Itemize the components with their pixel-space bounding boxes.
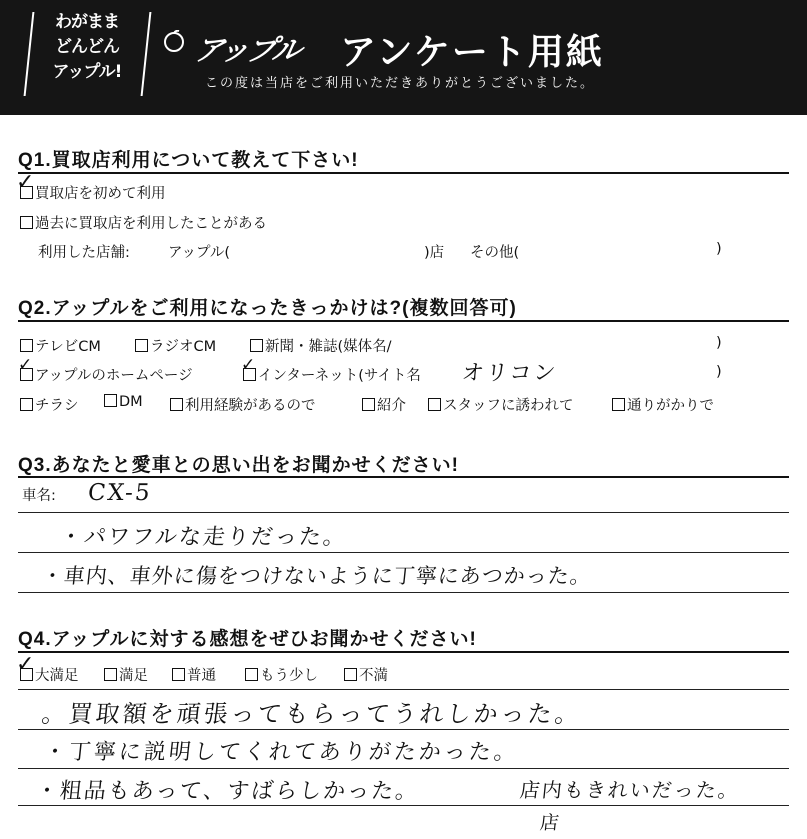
q4-option-satisfied[interactable]	[104, 664, 148, 685]
handwritten-site-name: オリコン	[460, 361, 559, 386]
option-label: 普通	[187, 668, 216, 684]
q4-line-3	[18, 768, 789, 769]
brand-logo-text: アップル	[191, 33, 303, 67]
option-label: 買取店を初めて利用	[35, 186, 166, 202]
checkbox[interactable]	[428, 398, 441, 411]
q4-rule	[18, 651, 789, 653]
handwritten-insert-mark: 店	[538, 812, 563, 834]
q4-line-2	[18, 729, 789, 730]
handwritten-comment-line: ・丁寧に説明してくれてありがたかった。	[42, 740, 521, 765]
q1-title: Q1.買取店利用について教えて下さい!	[18, 150, 359, 171]
q1-store-other: その他(	[470, 245, 520, 261]
q2-option-experience[interactable]	[170, 394, 316, 415]
option-label: インターネット(サイト名	[258, 368, 421, 384]
q1-store-label: 利用した店舗:	[38, 245, 130, 261]
checkbox[interactable]	[612, 398, 625, 411]
option-label: 大満足	[35, 668, 79, 684]
option-label: 利用経験があるので	[185, 398, 316, 414]
header-banner	[0, 0, 807, 115]
apple-logo-icon	[162, 30, 186, 52]
checkbox[interactable]	[245, 668, 258, 681]
q2-option-newspaper[interactable]	[250, 335, 392, 356]
q4-option-dissatisfied[interactable]	[344, 664, 388, 685]
q2-title: Q2.アップルをご利用になったきっかけは?(複数回答可)	[18, 298, 517, 319]
q3-line-3	[18, 592, 789, 593]
option-label: DM	[119, 394, 143, 410]
page-title: アンケート用紙	[340, 32, 604, 73]
option-label: 不満	[359, 668, 388, 684]
check-mark-icon: ✓	[16, 170, 35, 195]
q2-option-dm[interactable]	[104, 394, 143, 410]
checkbox[interactable]	[20, 339, 33, 352]
checkbox[interactable]	[20, 398, 33, 411]
handwritten-comment-line: 店内もきれいだった。	[518, 778, 742, 802]
q2-option-flyer[interactable]	[20, 394, 79, 415]
check-mark-icon: ✓	[16, 652, 35, 677]
option-label: チラシ	[35, 398, 79, 414]
handwritten-comment-line: 。買取額を頑張ってもらってうれしかった。	[40, 700, 584, 728]
q4-title: Q4.アップルに対する感想をぜひお聞かせください!	[18, 629, 477, 650]
car-name-label: 車名:	[22, 488, 56, 504]
q2-option-passing-by[interactable]	[612, 394, 714, 415]
option-label: テレビCM	[35, 339, 101, 355]
option-label: もう少し	[260, 668, 318, 684]
checkbox[interactable]	[172, 668, 185, 681]
checkbox[interactable]	[250, 339, 263, 352]
q1-option-first-time[interactable]	[20, 182, 166, 203]
check-mark-icon: ✓	[241, 355, 256, 375]
q2-option-homepage[interactable]	[20, 364, 193, 385]
option-label: 満足	[119, 668, 148, 684]
option-label: 通りがかりで	[627, 398, 714, 414]
checkbox[interactable]	[104, 394, 117, 407]
checkbox[interactable]	[20, 216, 33, 229]
handwritten-comment-line: ・粗品もあって、すばらしかった。	[34, 779, 421, 804]
q2-option-referral[interactable]	[362, 394, 406, 415]
q4-option-normal[interactable]	[172, 664, 216, 685]
q2-rule	[18, 320, 789, 322]
q3-line-2	[18, 552, 789, 553]
handwritten-car-name: CX-5	[86, 480, 153, 506]
q2-option-radio[interactable]	[135, 335, 216, 356]
q2-row1-close: )	[716, 335, 722, 351]
option-label: 過去に買取店を利用したことがある	[35, 216, 267, 232]
check-mark-icon: ✓	[18, 355, 33, 375]
q1-option-used-before[interactable]	[20, 212, 267, 233]
q1-store-close: )	[716, 241, 722, 257]
q1-store-apple: アップル(	[168, 245, 231, 261]
q3-line-1	[18, 512, 789, 513]
option-label: ラジオCM	[150, 339, 217, 355]
page-subtitle: この度は当店をご利用いただきありがとうございました。	[205, 76, 596, 91]
checkbox[interactable]	[135, 339, 148, 352]
q3-title: Q3.あなたと愛車との思い出をお聞かせください!	[18, 455, 459, 476]
option-label: スタッフに誘われて	[443, 398, 574, 414]
q4-line-1	[18, 689, 789, 690]
q1-rule	[18, 172, 789, 174]
checkbox[interactable]	[170, 398, 183, 411]
q1-store-suffix: )店	[424, 245, 445, 261]
checkbox[interactable]	[104, 668, 117, 681]
option-label: アップルのホームページ	[35, 368, 193, 384]
option-label: 紹介	[377, 398, 406, 414]
handwritten-memory-line: ・車内、車外に傷をつけないように丁寧にあつかった。	[40, 564, 594, 588]
q2-option-staff[interactable]	[428, 394, 574, 415]
q3-rule	[18, 476, 789, 478]
checkbox[interactable]	[362, 398, 375, 411]
option-label: 新聞・雑誌(媒体名/	[265, 339, 392, 355]
q2-row2-close: )	[716, 364, 722, 380]
checkbox[interactable]	[344, 668, 357, 681]
q2-option-internet[interactable]	[243, 364, 421, 385]
q4-option-a-little-more[interactable]	[245, 664, 318, 685]
q2-option-tv[interactable]	[20, 335, 101, 356]
q4-line-4	[18, 805, 789, 806]
handwritten-memory-line: ・パワフルな走りだった。	[58, 525, 349, 550]
tagline: わがまま どんどん アップル!	[52, 12, 122, 82]
